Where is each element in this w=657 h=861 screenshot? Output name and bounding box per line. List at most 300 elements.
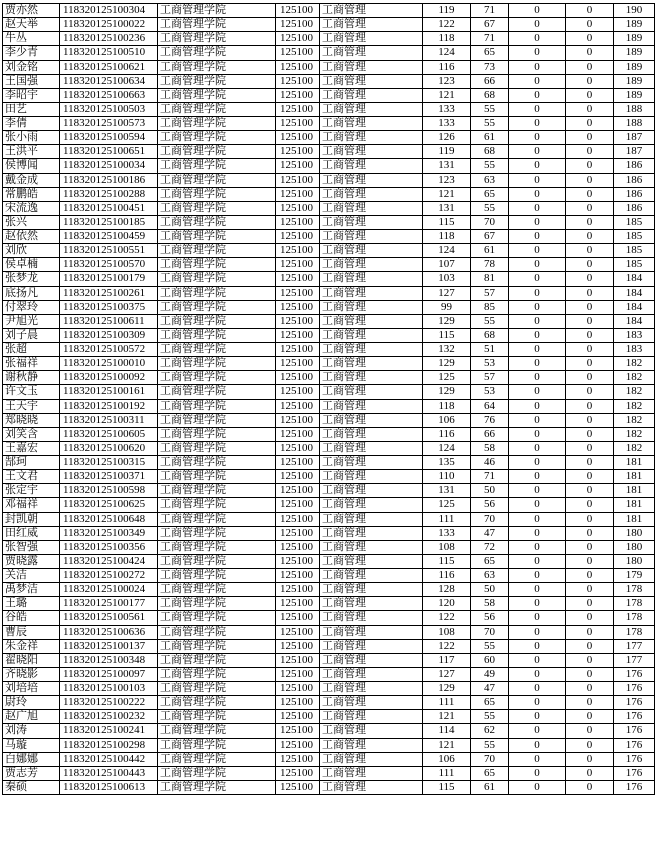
school-name-cell: 工商管理学院 (158, 554, 276, 568)
major-name-cell: 工商管理 (320, 441, 423, 455)
score-subject-1-cell: 0 (509, 230, 566, 244)
total-score-cell: 182 (614, 385, 655, 399)
score-politics-cell: 118 (423, 32, 471, 46)
major-code-cell: 125100 (276, 583, 320, 597)
student-name-cell: 许文玉 (3, 385, 60, 399)
score-politics-cell: 131 (423, 201, 471, 215)
score-language-cell: 76 (471, 413, 509, 427)
score-subject-1-cell: 0 (509, 667, 566, 681)
score-politics-cell: 111 (423, 696, 471, 710)
major-name-cell: 工商管理 (320, 399, 423, 413)
score-subject-1-cell: 0 (509, 696, 566, 710)
score-subject-2-cell: 0 (566, 4, 614, 18)
table-row (3, 427, 655, 441)
score-subject-2-cell: 0 (566, 230, 614, 244)
score-language-cell: 50 (471, 484, 509, 498)
table-row (3, 470, 655, 484)
score-politics-cell: 131 (423, 159, 471, 173)
score-subject-2-cell: 0 (566, 328, 614, 342)
table-row (3, 653, 655, 667)
major-code-cell: 125100 (276, 441, 320, 455)
score-subject-2-cell: 0 (566, 752, 614, 766)
student-name-cell: 刘子晨 (3, 328, 60, 342)
score-language-cell: 56 (471, 611, 509, 625)
score-subject-2-cell: 0 (566, 385, 614, 399)
major-name-cell: 工商管理 (320, 682, 423, 696)
table-row (3, 286, 655, 300)
score-subject-2-cell: 0 (566, 710, 614, 724)
table-row (3, 314, 655, 328)
school-name-cell: 工商管理学院 (158, 667, 276, 681)
student-name-cell: 尹旭光 (3, 314, 60, 328)
school-name-cell: 工商管理学院 (158, 230, 276, 244)
score-politics-cell: 106 (423, 752, 471, 766)
total-score-cell: 184 (614, 300, 655, 314)
score-politics-cell: 119 (423, 145, 471, 159)
school-name-cell: 工商管理学院 (158, 766, 276, 780)
score-politics-cell: 127 (423, 667, 471, 681)
score-language-cell: 58 (471, 597, 509, 611)
major-code-cell: 125100 (276, 653, 320, 667)
score-subject-1-cell: 0 (509, 752, 566, 766)
major-code-cell: 125100 (276, 724, 320, 738)
school-name-cell: 工商管理学院 (158, 102, 276, 116)
student-name-cell: 谷皓 (3, 611, 60, 625)
major-code-cell: 125100 (276, 244, 320, 258)
school-name-cell: 工商管理学院 (158, 470, 276, 484)
exam-id-cell: 118320125100161 (60, 385, 158, 399)
major-code-cell: 125100 (276, 526, 320, 540)
major-code-cell: 125100 (276, 272, 320, 286)
score-language-cell: 65 (471, 766, 509, 780)
student-name-cell: 张超 (3, 343, 60, 357)
student-name-cell: 李昭宇 (3, 88, 60, 102)
school-name-cell: 工商管理学院 (158, 639, 276, 653)
total-score-cell: 176 (614, 766, 655, 780)
score-subject-2-cell: 0 (566, 399, 614, 413)
table-row (3, 187, 655, 201)
major-name-cell: 工商管理 (320, 371, 423, 385)
total-score-cell: 186 (614, 187, 655, 201)
score-language-cell: 70 (471, 512, 509, 526)
score-subject-1-cell: 0 (509, 625, 566, 639)
student-name-cell: 牛丛 (3, 32, 60, 46)
school-name-cell: 工商管理学院 (158, 201, 276, 215)
score-politics-cell: 122 (423, 18, 471, 32)
score-subject-1-cell: 0 (509, 738, 566, 752)
score-politics-cell: 126 (423, 131, 471, 145)
student-name-cell: 王洪平 (3, 145, 60, 159)
table-row (3, 230, 655, 244)
score-language-cell: 57 (471, 371, 509, 385)
total-score-cell: 189 (614, 18, 655, 32)
school-name-cell: 工商管理学院 (158, 780, 276, 794)
major-name-cell: 工商管理 (320, 583, 423, 597)
major-code-cell: 125100 (276, 752, 320, 766)
score-subject-1-cell: 0 (509, 780, 566, 794)
score-subject-2-cell: 0 (566, 272, 614, 286)
table-row (3, 300, 655, 314)
table-row (3, 399, 655, 413)
score-subject-1-cell: 0 (509, 343, 566, 357)
score-subject-1-cell: 0 (509, 173, 566, 187)
student-name-cell: 张小雨 (3, 131, 60, 145)
table-row (3, 413, 655, 427)
score-subject-1-cell: 0 (509, 244, 566, 258)
school-name-cell: 工商管理学院 (158, 117, 276, 131)
school-name-cell: 工商管理学院 (158, 32, 276, 46)
score-subject-2-cell: 0 (566, 46, 614, 60)
score-language-cell: 47 (471, 682, 509, 696)
score-politics-cell: 116 (423, 569, 471, 583)
table-row (3, 724, 655, 738)
score-language-cell: 50 (471, 583, 509, 597)
major-name-cell: 工商管理 (320, 385, 423, 399)
major-name-cell: 工商管理 (320, 187, 423, 201)
score-subject-2-cell: 0 (566, 780, 614, 794)
score-table-body (3, 4, 655, 795)
exam-id-cell: 118320125100605 (60, 427, 158, 441)
table-row (3, 244, 655, 258)
major-code-cell: 125100 (276, 385, 320, 399)
student-name-cell: 齐晓影 (3, 667, 60, 681)
score-subject-2-cell: 0 (566, 286, 614, 300)
score-language-cell: 46 (471, 456, 509, 470)
student-name-cell: 邓福祥 (3, 498, 60, 512)
major-name-cell: 工商管理 (320, 88, 423, 102)
score-subject-2-cell: 0 (566, 159, 614, 173)
school-name-cell: 工商管理学院 (158, 738, 276, 752)
exam-id-cell: 118320125100613 (60, 780, 158, 794)
score-language-cell: 70 (471, 215, 509, 229)
score-politics-cell: 107 (423, 258, 471, 272)
major-code-cell: 125100 (276, 286, 320, 300)
score-language-cell: 62 (471, 724, 509, 738)
total-score-cell: 182 (614, 413, 655, 427)
score-language-cell: 55 (471, 117, 509, 131)
school-name-cell: 工商管理学院 (158, 314, 276, 328)
major-name-cell: 工商管理 (320, 470, 423, 484)
score-language-cell: 61 (471, 780, 509, 794)
student-name-cell: 常鹏皓 (3, 187, 60, 201)
major-code-cell: 125100 (276, 258, 320, 272)
score-subject-2-cell: 0 (566, 18, 614, 32)
student-name-cell: 刘笑含 (3, 427, 60, 441)
major-name-cell: 工商管理 (320, 780, 423, 794)
major-code-cell: 125100 (276, 117, 320, 131)
total-score-cell: 181 (614, 512, 655, 526)
exam-id-cell: 118320125100459 (60, 230, 158, 244)
major-name-cell: 工商管理 (320, 74, 423, 88)
score-subject-1-cell: 0 (509, 60, 566, 74)
major-name-cell: 工商管理 (320, 314, 423, 328)
exam-id-cell: 118320125100510 (60, 46, 158, 60)
exam-id-cell: 118320125100611 (60, 314, 158, 328)
score-language-cell: 58 (471, 441, 509, 455)
major-code-cell: 125100 (276, 102, 320, 116)
score-language-cell: 66 (471, 427, 509, 441)
exam-id-cell: 118320125100356 (60, 540, 158, 554)
score-subject-2-cell: 0 (566, 682, 614, 696)
score-subject-1-cell: 0 (509, 272, 566, 286)
total-score-cell: 178 (614, 611, 655, 625)
total-score-cell: 185 (614, 230, 655, 244)
score-politics-cell: 106 (423, 413, 471, 427)
score-politics-cell: 124 (423, 244, 471, 258)
score-politics-cell: 133 (423, 102, 471, 116)
score-language-cell: 68 (471, 328, 509, 342)
major-code-cell: 125100 (276, 60, 320, 74)
score-subject-2-cell: 0 (566, 32, 614, 46)
major-code-cell: 125100 (276, 314, 320, 328)
table-row (3, 215, 655, 229)
score-subject-1-cell: 0 (509, 569, 566, 583)
school-name-cell: 工商管理学院 (158, 18, 276, 32)
major-code-cell: 125100 (276, 639, 320, 653)
score-politics-cell: 114 (423, 724, 471, 738)
table-row (3, 18, 655, 32)
major-code-cell: 125100 (276, 131, 320, 145)
school-name-cell: 工商管理学院 (158, 131, 276, 145)
exam-id-cell: 118320125100424 (60, 554, 158, 568)
score-language-cell: 55 (471, 314, 509, 328)
table-row (3, 583, 655, 597)
major-code-cell: 125100 (276, 780, 320, 794)
total-score-cell: 182 (614, 371, 655, 385)
major-name-cell: 工商管理 (320, 258, 423, 272)
major-name-cell: 工商管理 (320, 4, 423, 18)
table-row (3, 766, 655, 780)
score-subject-1-cell: 0 (509, 328, 566, 342)
major-code-cell: 125100 (276, 569, 320, 583)
score-language-cell: 51 (471, 343, 509, 357)
table-row (3, 60, 655, 74)
school-name-cell: 工商管理学院 (158, 456, 276, 470)
total-score-cell: 182 (614, 399, 655, 413)
school-name-cell: 工商管理学院 (158, 526, 276, 540)
score-subject-2-cell: 0 (566, 724, 614, 738)
student-name-cell: 付翠玲 (3, 300, 60, 314)
score-subject-1-cell: 0 (509, 145, 566, 159)
table-row (3, 173, 655, 187)
score-subject-1-cell: 0 (509, 286, 566, 300)
school-name-cell: 工商管理学院 (158, 385, 276, 399)
total-score-cell: 176 (614, 738, 655, 752)
major-name-cell: 工商管理 (320, 427, 423, 441)
score-subject-1-cell: 0 (509, 18, 566, 32)
score-subject-1-cell: 0 (509, 371, 566, 385)
total-score-cell: 181 (614, 470, 655, 484)
score-politics-cell: 132 (423, 343, 471, 357)
score-politics-cell: 116 (423, 60, 471, 74)
exam-id-cell: 118320125100177 (60, 597, 158, 611)
score-language-cell: 53 (471, 357, 509, 371)
score-subject-1-cell: 0 (509, 653, 566, 667)
total-score-cell: 185 (614, 215, 655, 229)
student-name-cell: 关洁 (3, 569, 60, 583)
score-politics-cell: 118 (423, 230, 471, 244)
major-name-cell: 工商管理 (320, 343, 423, 357)
total-score-cell: 188 (614, 102, 655, 116)
major-code-cell: 125100 (276, 343, 320, 357)
score-subject-1-cell: 0 (509, 583, 566, 597)
major-code-cell: 125100 (276, 230, 320, 244)
major-code-cell: 125100 (276, 427, 320, 441)
score-politics-cell: 135 (423, 456, 471, 470)
score-subject-1-cell: 0 (509, 710, 566, 724)
major-name-cell: 工商管理 (320, 569, 423, 583)
student-name-cell: 赵天举 (3, 18, 60, 32)
score-subject-1-cell: 0 (509, 32, 566, 46)
student-name-cell: 侯博闻 (3, 159, 60, 173)
score-language-cell: 63 (471, 569, 509, 583)
exam-id-cell: 118320125100451 (60, 201, 158, 215)
major-name-cell: 工商管理 (320, 724, 423, 738)
major-name-cell: 工商管理 (320, 484, 423, 498)
score-subject-1-cell: 0 (509, 427, 566, 441)
total-score-cell: 189 (614, 46, 655, 60)
major-name-cell: 工商管理 (320, 32, 423, 46)
major-name-cell: 工商管理 (320, 102, 423, 116)
score-politics-cell: 124 (423, 441, 471, 455)
table-row (3, 682, 655, 696)
score-subject-2-cell: 0 (566, 314, 614, 328)
total-score-cell: 182 (614, 427, 655, 441)
major-name-cell: 工商管理 (320, 244, 423, 258)
score-subject-1-cell: 0 (509, 724, 566, 738)
exam-id-cell: 118320125100648 (60, 512, 158, 526)
major-code-cell: 125100 (276, 456, 320, 470)
major-name-cell: 工商管理 (320, 215, 423, 229)
student-name-cell: 底扬凡 (3, 286, 60, 300)
score-language-cell: 55 (471, 710, 509, 724)
school-name-cell: 工商管理学院 (158, 328, 276, 342)
major-code-cell: 125100 (276, 540, 320, 554)
student-name-cell: 刘涛 (3, 724, 60, 738)
student-name-cell: 张定宇 (3, 484, 60, 498)
exam-id-cell: 118320125100634 (60, 74, 158, 88)
score-subject-1-cell: 0 (509, 512, 566, 526)
student-name-cell: 封凯朝 (3, 512, 60, 526)
student-name-cell: 秦硕 (3, 780, 60, 794)
major-code-cell: 125100 (276, 201, 320, 215)
score-politics-cell: 125 (423, 498, 471, 512)
score-subject-1-cell: 0 (509, 611, 566, 625)
total-score-cell: 177 (614, 653, 655, 667)
score-language-cell: 65 (471, 187, 509, 201)
total-score-cell: 189 (614, 88, 655, 102)
score-politics-cell: 115 (423, 554, 471, 568)
major-code-cell: 125100 (276, 766, 320, 780)
total-score-cell: 180 (614, 540, 655, 554)
student-name-cell: 戴金成 (3, 173, 60, 187)
major-name-cell: 工商管理 (320, 286, 423, 300)
exam-id-cell: 118320125100137 (60, 639, 158, 653)
major-code-cell: 125100 (276, 682, 320, 696)
score-subject-2-cell: 0 (566, 258, 614, 272)
exam-id-cell: 118320125100232 (60, 710, 158, 724)
school-name-cell: 工商管理学院 (158, 682, 276, 696)
table-row (3, 611, 655, 625)
table-row (3, 102, 655, 116)
major-code-cell: 125100 (276, 300, 320, 314)
score-politics-cell: 119 (423, 4, 471, 18)
table-row (3, 88, 655, 102)
major-name-cell: 工商管理 (320, 201, 423, 215)
major-code-cell: 125100 (276, 512, 320, 526)
school-name-cell: 工商管理学院 (158, 724, 276, 738)
score-table (2, 3, 655, 795)
score-subject-2-cell: 0 (566, 343, 614, 357)
school-name-cell: 工商管理学院 (158, 399, 276, 413)
major-name-cell: 工商管理 (320, 667, 423, 681)
score-subject-2-cell: 0 (566, 187, 614, 201)
table-row (3, 484, 655, 498)
score-language-cell: 47 (471, 526, 509, 540)
table-row (3, 46, 655, 60)
major-name-cell: 工商管理 (320, 766, 423, 780)
student-name-cell: 王文君 (3, 470, 60, 484)
student-name-cell: 贾志芳 (3, 766, 60, 780)
score-language-cell: 65 (471, 696, 509, 710)
score-subject-1-cell: 0 (509, 201, 566, 215)
total-score-cell: 176 (614, 682, 655, 696)
exam-id-cell: 118320125100594 (60, 131, 158, 145)
score-subject-2-cell: 0 (566, 498, 614, 512)
exam-id-cell: 118320125100309 (60, 328, 158, 342)
table-row (3, 258, 655, 272)
school-name-cell: 工商管理学院 (158, 343, 276, 357)
score-politics-cell: 129 (423, 385, 471, 399)
score-subject-1-cell: 0 (509, 597, 566, 611)
exam-id-cell: 118320125100311 (60, 413, 158, 427)
table-row (3, 625, 655, 639)
score-subject-1-cell: 0 (509, 300, 566, 314)
score-language-cell: 73 (471, 60, 509, 74)
score-subject-2-cell: 0 (566, 639, 614, 653)
total-score-cell: 179 (614, 569, 655, 583)
student-name-cell: 郜珂 (3, 456, 60, 470)
score-subject-1-cell: 0 (509, 74, 566, 88)
student-name-cell: 曹辰 (3, 625, 60, 639)
score-subject-2-cell: 0 (566, 413, 614, 427)
exam-id-cell: 118320125100222 (60, 696, 158, 710)
student-name-cell: 李少青 (3, 46, 60, 60)
score-subject-2-cell: 0 (566, 738, 614, 752)
score-politics-cell: 115 (423, 328, 471, 342)
school-name-cell: 工商管理学院 (158, 60, 276, 74)
score-language-cell: 81 (471, 272, 509, 286)
score-subject-1-cell: 0 (509, 766, 566, 780)
score-language-cell: 63 (471, 173, 509, 187)
score-politics-cell: 121 (423, 88, 471, 102)
score-subject-2-cell: 0 (566, 371, 614, 385)
score-politics-cell: 121 (423, 187, 471, 201)
exam-id-cell: 118320125100621 (60, 60, 158, 74)
score-subject-2-cell: 0 (566, 540, 614, 554)
table-row (3, 32, 655, 46)
total-score-cell: 187 (614, 145, 655, 159)
score-language-cell: 55 (471, 102, 509, 116)
score-language-cell: 67 (471, 230, 509, 244)
major-name-cell: 工商管理 (320, 611, 423, 625)
table-row (3, 540, 655, 554)
major-code-cell: 125100 (276, 696, 320, 710)
exam-id-cell: 118320125100636 (60, 625, 158, 639)
score-language-cell: 68 (471, 88, 509, 102)
table-row (3, 554, 655, 568)
major-code-cell: 125100 (276, 498, 320, 512)
